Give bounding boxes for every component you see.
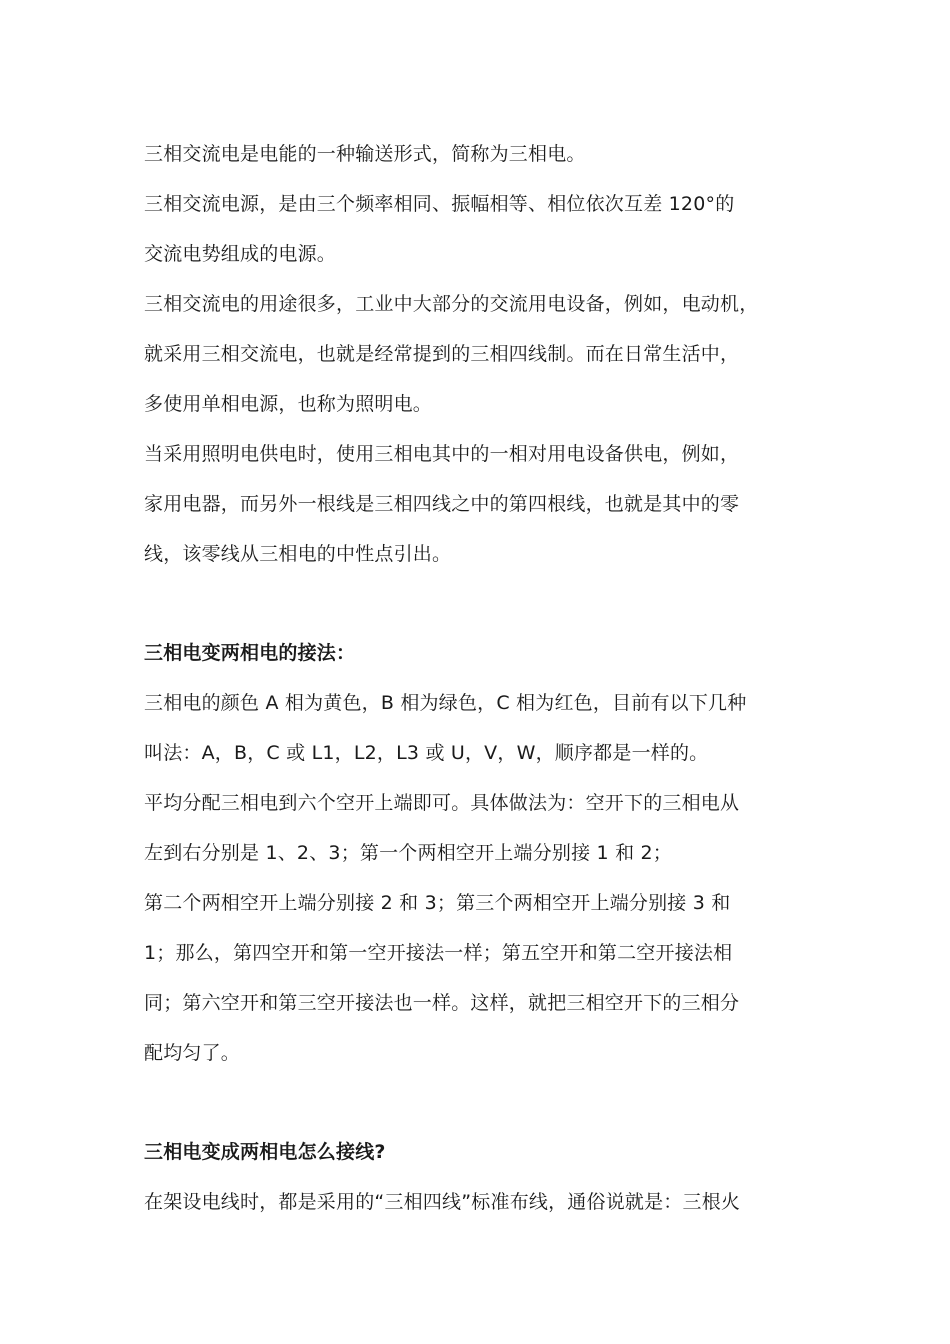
section-spacer: [144, 1078, 834, 1127]
paragraph-line: 平均分配三相电到六个空开上端即可。具体做法为：空开下的三相电从: [144, 792, 740, 814]
wiring-question-section: [144, 1127, 834, 1227]
paragraph-line: 1；那么，第四空开和第一空开接法一样；第五空开和第二空开接法相: [144, 942, 733, 964]
section-spacer: [144, 579, 834, 628]
paragraph-line: 配均匀了。: [144, 1042, 241, 1064]
paragraph-line: 第二个两相空开上端分别接 2 和 3；第三个两相空开上端分别接 3 和: [144, 892, 731, 914]
paragraph-line: 同；第六空开和第三空开接法也一样。这样，就把三相空开下的三相分: [144, 992, 740, 1014]
intro-section: [144, 129, 834, 579]
paragraph-line: 多使用单相电源，也称为照明电。: [144, 393, 433, 415]
paragraph-line: 在架设电线时，都是采用的“三相四线”标准布线，通俗说就是：三根火: [144, 1191, 741, 1213]
wiring-method-section: [144, 628, 834, 1078]
paragraph-line: 左到右分别是 1、2、3；第一个两相空开上端分别接 1 和 2；: [144, 842, 673, 864]
paragraph-line: 家用电器，而另外一根线是三相四线之中的第四根线，也就是其中的零: [144, 493, 740, 515]
section-heading: 三相电变成两相电怎么接线?: [144, 1141, 386, 1163]
document-page: [144, 129, 834, 1227]
paragraph-line: 当采用照明电供电时，使用三相电其中的一相对用电设备供电，例如，: [144, 443, 740, 465]
paragraph-line: 叫法：A，B，C 或 L1，L2，L3 或 U，V，W，顺序都是一样的。: [144, 742, 709, 764]
paragraph-line: 就采用三相交流电，也就是经常提到的三相四线制。而在日常生活中，: [144, 343, 740, 365]
paragraph-line: 三相交流电的用途很多，工业中大部分的交流用电设备，例如，电动机，: [144, 293, 759, 315]
paragraph-line: 三相电的颜色 A 相为黄色，B 相为绿色，C 相为红色，目前有以下几种: [144, 692, 747, 714]
paragraph-line: 三相交流电是电能的一种输送形式，简称为三相电。: [144, 143, 586, 165]
paragraph-line: 线，该零线从三相电的中性点引出。: [144, 543, 452, 565]
paragraph-line: 交流电势组成的电源。: [144, 243, 337, 265]
paragraph-line: 三相交流电源，是由三个频率相同、振幅相等、相位依次互差 120°的: [144, 193, 735, 215]
section-heading: 三相电变两相电的接法：: [144, 642, 356, 664]
